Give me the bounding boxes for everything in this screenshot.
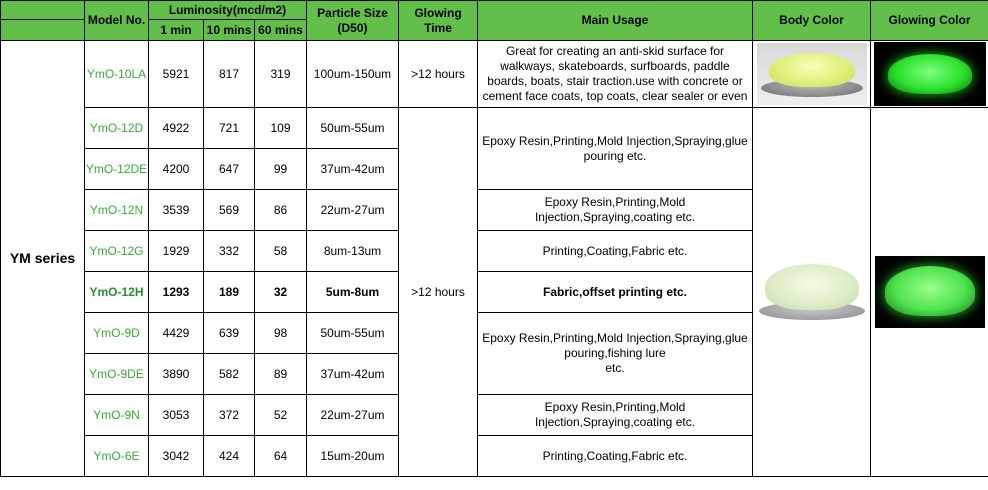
model-cell: YmO-12DE bbox=[85, 149, 149, 190]
usage-line: cement face coats, top coats, clear sealer or even bbox=[482, 89, 748, 103]
usage-line: Epoxy Resin,Printing,Mold Injection,Spraying,glue bbox=[482, 133, 748, 148]
particle-size: 37um-42um bbox=[307, 354, 399, 395]
lum-60min: 86 bbox=[255, 190, 307, 231]
header-10min: 10 mins bbox=[204, 20, 255, 41]
header-model: Model No. bbox=[85, 1, 149, 41]
body-color-image bbox=[753, 41, 871, 108]
body-color-image bbox=[753, 108, 871, 477]
lum-1min: 3539 bbox=[149, 190, 204, 231]
particle-size: 15um-20um bbox=[307, 436, 399, 477]
lum-1min: 1293 bbox=[149, 272, 204, 313]
usage-cell bbox=[478, 108, 753, 190]
glowing-time: >12 hours bbox=[399, 41, 478, 108]
glowing-time: >12 hours bbox=[399, 108, 478, 477]
lum-10min: 647 bbox=[204, 149, 255, 190]
model-cell: YmO-10LA bbox=[85, 41, 149, 108]
model-cell: YmO-9DE bbox=[85, 354, 149, 395]
usage-cell bbox=[478, 41, 753, 108]
lum-10min: 582 bbox=[204, 354, 255, 395]
lum-1min: 4200 bbox=[149, 149, 204, 190]
usage-cell bbox=[478, 190, 753, 231]
lum-60min: 99 bbox=[255, 149, 307, 190]
lum-60min: 32 bbox=[255, 272, 307, 313]
table-row bbox=[1, 41, 988, 108]
model-cell: YmO-6E bbox=[85, 436, 149, 477]
header-1min: 1 min bbox=[149, 20, 204, 41]
lum-1min: 3053 bbox=[149, 395, 204, 436]
lum-60min: 64 bbox=[255, 436, 307, 477]
usage-line: pouring etc. bbox=[583, 148, 647, 163]
lum-1min: 4922 bbox=[149, 108, 204, 149]
header-particle-size bbox=[307, 1, 399, 41]
table-row bbox=[1, 108, 988, 149]
model-cell: YmO-9D bbox=[85, 313, 149, 354]
header-glowing-color: Glowing Color bbox=[871, 1, 988, 41]
glowing-color-image bbox=[871, 108, 988, 477]
header-60min: 60 mins bbox=[255, 20, 307, 41]
lum-10min: 424 bbox=[204, 436, 255, 477]
usage-line: Injection,Spraying,coating etc. bbox=[534, 415, 696, 429]
lum-10min: 569 bbox=[204, 190, 255, 231]
model-cell: YmO-12H bbox=[85, 272, 149, 313]
usage-line: Epoxy Resin,Printing,Mold Injection,Spraying,glue bbox=[482, 331, 748, 345]
lum-60min: 58 bbox=[255, 231, 307, 272]
lum-10min: 189 bbox=[204, 272, 255, 313]
usage-line: Epoxy Resin,Printing,Mold bbox=[544, 400, 686, 414]
usage-line: etc. bbox=[605, 361, 625, 375]
lum-10min: 817 bbox=[204, 41, 255, 108]
lum-60min: 109 bbox=[255, 108, 307, 149]
green-glow-photo bbox=[875, 256, 985, 328]
header-luminosity: Luminosity(mcd/m2) bbox=[149, 1, 307, 20]
lum-1min: 1929 bbox=[149, 231, 204, 272]
usage-line: Epoxy Resin,Printing,Mold bbox=[544, 195, 686, 209]
particle-size: 22um-27um bbox=[307, 395, 399, 436]
usage-line: Injection,Spraying,coating etc. bbox=[534, 210, 696, 224]
glowing-color-image bbox=[871, 41, 988, 108]
usage-line: boards, boats, stair traction.use with concrete or bbox=[487, 74, 743, 88]
header-blank-2 bbox=[1, 20, 85, 41]
lum-60min: 98 bbox=[255, 313, 307, 354]
usage-cell bbox=[478, 313, 753, 395]
model-cell: YmO-12N bbox=[85, 190, 149, 231]
series-label: YM series bbox=[1, 41, 85, 477]
header-blank bbox=[1, 1, 85, 20]
usage-cell: Printing,Coating,Fabric etc. bbox=[478, 231, 753, 272]
usage-line: walkways, skateboards, surfboards, paddle bbox=[500, 59, 730, 73]
lum-1min: 3042 bbox=[149, 436, 204, 477]
lum-10min: 721 bbox=[204, 108, 255, 149]
lum-1min: 5921 bbox=[149, 41, 204, 108]
header-body-color: Body Color bbox=[753, 1, 871, 41]
lum-1min: 3890 bbox=[149, 354, 204, 395]
header-main-usage: Main Usage bbox=[478, 1, 753, 41]
lum-60min: 89 bbox=[255, 354, 307, 395]
model-cell: YmO-12D bbox=[85, 108, 149, 149]
particle-size: 22um-27um bbox=[307, 190, 399, 231]
green-glow-photo bbox=[874, 42, 986, 106]
lum-10min: 372 bbox=[204, 395, 255, 436]
particle-size: 100um-150um bbox=[307, 41, 399, 108]
usage-cell bbox=[478, 395, 753, 436]
header-glowing-time: Glowing Time bbox=[399, 1, 478, 41]
lum-1min: 4429 bbox=[149, 313, 204, 354]
particle-size: 50um-55um bbox=[307, 313, 399, 354]
usage-cell: Fabric,offset printing etc. bbox=[478, 272, 753, 313]
particle-size: 5um-8um bbox=[307, 272, 399, 313]
lum-10min: 332 bbox=[204, 231, 255, 272]
model-cell: YmO-12G bbox=[85, 231, 149, 272]
usage-cell: Printing,Coating,Fabric etc. bbox=[478, 436, 753, 477]
lum-10min: 639 bbox=[204, 313, 255, 354]
lum-60min: 52 bbox=[255, 395, 307, 436]
particle-size: 8um-13um bbox=[307, 231, 399, 272]
white-powder-photo bbox=[757, 256, 867, 328]
lum-60min: 319 bbox=[255, 41, 307, 108]
header-particle-line2: (D50) bbox=[337, 20, 368, 35]
yellow-powder-photo bbox=[757, 43, 867, 105]
particle-size: 50um-55um bbox=[307, 108, 399, 149]
model-cell: YmO-9N bbox=[85, 395, 149, 436]
usage-line: pouring,fishing lure bbox=[564, 346, 666, 360]
particle-size: 37um-42um bbox=[307, 149, 399, 190]
usage-line: Great for creating an anti-skid surface for bbox=[505, 44, 725, 58]
header-particle-line1: Particle Size bbox=[317, 5, 388, 20]
